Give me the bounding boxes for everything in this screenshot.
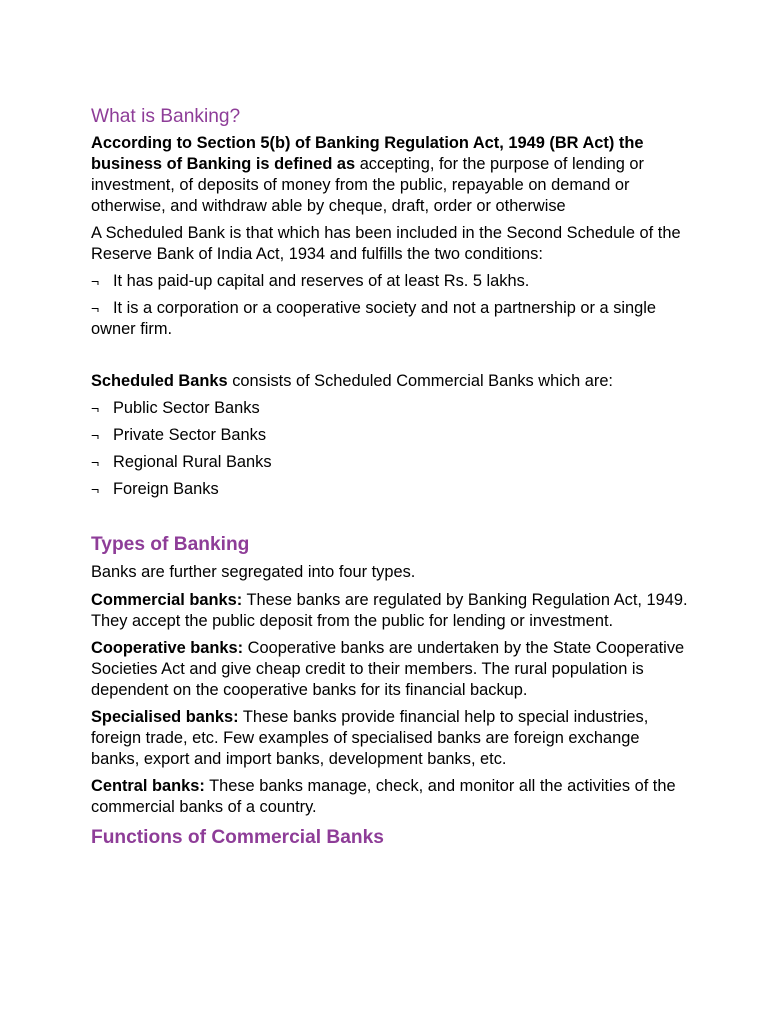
bank-type-description: Cooperative banks are undertaken by the State Cooperative Societies Act and give cheap credit to their members. The rural population is dependent on the cooperative banks for its financial backup. bbox=[91, 639, 685, 699]
condition-item bbox=[91, 298, 691, 340]
bank-type-term: Specialised banks: bbox=[91, 708, 239, 726]
condition-item bbox=[91, 271, 691, 292]
bank-category-text: Public Sector Banks bbox=[113, 399, 260, 417]
bank-type-term: Commercial banks: bbox=[91, 591, 243, 609]
definition-bold-lead: According to Section 5(b) of Banking Regulation Act, 1949 (BR Act) the business of Banking is defined as bbox=[91, 134, 644, 173]
banking-definition-paragraph bbox=[91, 133, 691, 217]
negation-bullet-icon: ¬ bbox=[91, 481, 100, 497]
negation-bullet-icon: ¬ bbox=[91, 427, 100, 443]
bank-type-entry bbox=[91, 590, 691, 632]
document-page bbox=[91, 106, 691, 848]
bank-category-text: Foreign Banks bbox=[113, 480, 219, 498]
scheduled-banks-text: consists of Scheduled Commercial Banks which are: bbox=[227, 372, 613, 390]
condition-text: It has paid-up capital and reserves of at least Rs. 5 lakhs. bbox=[113, 272, 530, 290]
negation-bullet-icon: ¬ bbox=[91, 300, 100, 316]
scheduled-bank-intro: A Scheduled Bank is that which has been included in the Second Schedule of the Reserve Bank of India Act, 1934 and fulfills the two conditions: bbox=[91, 224, 681, 263]
section-heading-what-is-banking: What is Banking? bbox=[91, 106, 241, 127]
bank-type-entry bbox=[91, 638, 691, 701]
bank-category-text: Regional Rural Banks bbox=[113, 453, 272, 471]
negation-bullet-icon: ¬ bbox=[91, 400, 100, 416]
types-intro: Banks are further segregated into four types. bbox=[91, 563, 416, 581]
bank-category-item bbox=[91, 452, 691, 473]
bank-type-description: These banks are regulated by Banking Regulation Act, 1949. They accept the public deposit from the public for lending or investment. bbox=[91, 591, 688, 630]
bank-type-term: Cooperative banks: bbox=[91, 639, 244, 657]
bank-type-entry bbox=[91, 707, 691, 770]
bank-category-item bbox=[91, 425, 691, 446]
section-heading-types-of-banking: Types of Banking bbox=[91, 534, 250, 555]
scheduled-banks-lead bbox=[91, 371, 691, 392]
bank-category-item bbox=[91, 479, 691, 500]
condition-text: It is a corporation or a cooperative society and not a partnership or a single owner firm. bbox=[91, 299, 657, 338]
section-heading-functions: Functions of Commercial Banks bbox=[91, 827, 384, 848]
bank-type-term: Central banks: bbox=[91, 777, 205, 795]
scheduled-banks-bold: Scheduled Banks bbox=[91, 372, 228, 390]
bank-type-description: These banks manage, check, and monitor all the activities of the commercial banks of a country. bbox=[91, 777, 676, 816]
definition-text: accepting, for the purpose of lending or investment, of deposits of money from the public, repayable on demand or otherwise, and withdraw able by cheque, draft, order or otherwise bbox=[91, 155, 644, 215]
bank-category-text: Private Sector Banks bbox=[113, 426, 267, 444]
bank-category-item bbox=[91, 398, 691, 419]
negation-bullet-icon: ¬ bbox=[91, 273, 100, 289]
bank-type-description: These banks provide financial help to special industries, foreign trade, etc. Few examples of specialised banks are foreign exchange banks, export and import banks, development banks, etc. bbox=[91, 708, 649, 768]
negation-bullet-icon: ¬ bbox=[91, 454, 100, 470]
bank-type-entry bbox=[91, 776, 691, 818]
